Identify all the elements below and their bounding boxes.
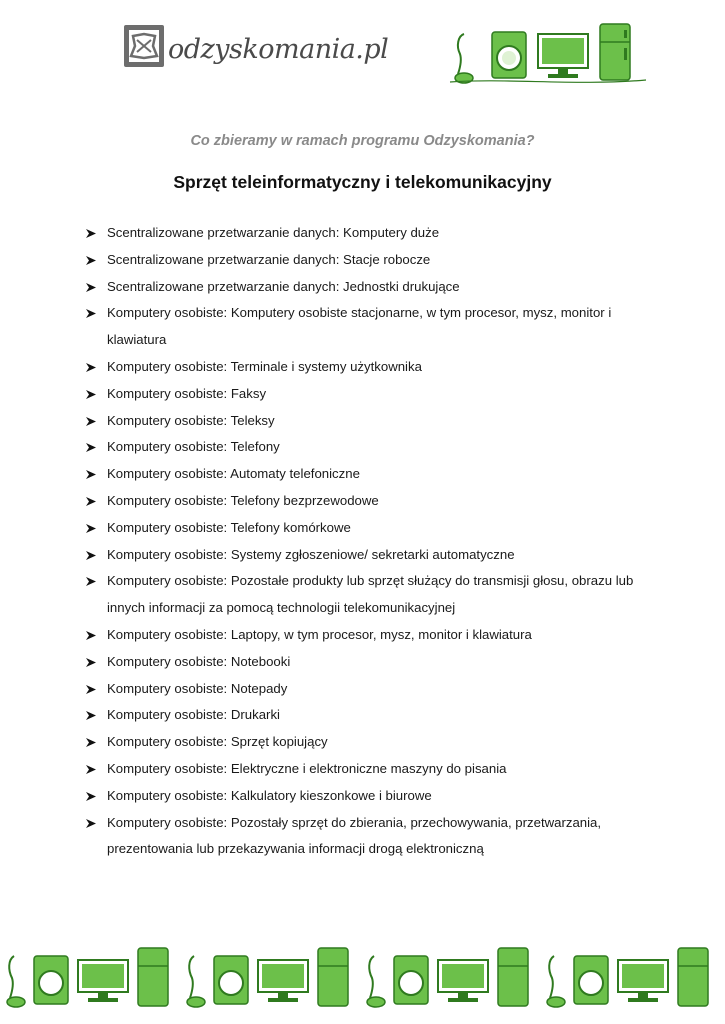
arrow-bullet-icon [85, 496, 97, 507]
list-item-text: Scentralizowane przetwarzanie danych: Stacje robocze [107, 251, 431, 267]
list-item-text: Komputery osobiste: Sprzęt kopiujący [107, 734, 328, 750]
list-item [85, 300, 645, 354]
list-item-text: Komputery osobiste: Elektryczne i elektroniczne maszyny do pisania [107, 760, 507, 776]
arrow-bullet-icon [85, 255, 97, 266]
arrow-bullet-icon [85, 684, 97, 695]
arrow-bullet-icon [85, 228, 97, 239]
monitor-icon [78, 960, 128, 1002]
list-item [85, 381, 645, 408]
list-item [85, 434, 645, 461]
list-item [85, 488, 645, 515]
arrow-bullet-icon [85, 362, 97, 373]
list-item-text: Komputery osobiste: Telefony bezprzewodowe [107, 492, 379, 508]
appliances-footer-border [0, 940, 725, 1010]
list-item [85, 515, 645, 542]
document-title: Sprzęt teleinformatyczny i telekomunikacyjny [173, 172, 552, 192]
list-item [85, 461, 645, 488]
list-item-text: Komputery osobiste: Telefony [107, 439, 280, 455]
refrigerator-icon [318, 948, 348, 1006]
arrow-bullet-icon [85, 523, 97, 534]
appliances-illustration [448, 20, 648, 86]
appliance-group [7, 948, 168, 1007]
recycle-logo-icon [123, 24, 165, 68]
list-item [85, 274, 645, 301]
vacuum-cleaner-icon [367, 956, 385, 1007]
arrow-bullet-icon [85, 282, 97, 293]
arrow-bullet-icon [85, 550, 97, 561]
list-item-text: Komputery osobiste: Drukarki [107, 707, 280, 723]
list-item [85, 408, 645, 435]
arrow-bullet-icon [85, 630, 97, 641]
list-item-text: Komputery osobiste: Notepady [107, 680, 288, 696]
list-item-text: Komputery osobiste: Laptopy, w tym procesor, mysz, monitor i klawiatura [107, 626, 532, 642]
refrigerator-icon [600, 24, 630, 80]
list-item [85, 783, 645, 810]
list-item [85, 676, 645, 703]
monitor-icon [538, 34, 588, 78]
list-item-text: Komputery osobiste: Teleksy [107, 412, 275, 428]
washing-machine-icon [394, 956, 428, 1004]
list-item [85, 622, 645, 649]
monitor-icon [258, 960, 308, 1002]
arrow-bullet-icon [85, 469, 97, 480]
list-item [85, 756, 645, 783]
refrigerator-icon [498, 948, 528, 1006]
monitor-icon [618, 960, 668, 1002]
arrow-bullet-icon [85, 657, 97, 668]
list-item [85, 220, 645, 247]
list-item-text: Scentralizowane przetwarzanie danych: Jednostki drukujące [107, 278, 460, 294]
list-item-text: Komputery osobiste: Faksy [107, 385, 267, 401]
list-item-text: Komputery osobiste: Terminale i systemy użytkownika [107, 358, 422, 374]
equipment-list [85, 220, 645, 863]
arrow-bullet-icon [85, 818, 97, 829]
vacuum-cleaner-icon [547, 956, 565, 1007]
list-item [85, 649, 645, 676]
arrow-bullet-icon [85, 791, 97, 802]
list-item [85, 568, 645, 622]
logo-text: odzyskomania.pl [168, 34, 389, 65]
washing-machine-icon [492, 32, 526, 78]
appliance-group [547, 948, 708, 1007]
list-item [85, 729, 645, 756]
list-item-text: Komputery osobiste: Telefony komórkowe [107, 519, 351, 535]
list-item [85, 354, 645, 381]
arrow-bullet-icon [85, 764, 97, 775]
list-item [85, 810, 645, 864]
washing-machine-icon [574, 956, 608, 1004]
list-item-text: Komputery osobiste: Pozostały sprzęt do zbierania, przechowywania, przetwarzania, prezentowania lub przekazywania informacji drogą elektroniczną [107, 814, 602, 857]
list-item-text: Komputery osobiste: Notebooki [107, 653, 291, 669]
appliance-group [367, 948, 528, 1007]
list-item-text: Scentralizowane przetwarzanie danych: Komputery duże [107, 225, 440, 240]
washing-machine-icon [214, 956, 248, 1004]
arrow-bullet-icon [85, 442, 97, 453]
vacuum-cleaner-icon [455, 34, 473, 83]
arrow-bullet-icon [85, 737, 97, 748]
vacuum-cleaner-icon [7, 956, 25, 1007]
washing-machine-icon [34, 956, 68, 1004]
arrow-bullet-icon [85, 416, 97, 427]
list-item-text: Komputery osobiste: Automaty telefoniczne [107, 466, 360, 482]
arrow-bullet-icon [85, 308, 97, 319]
document-subtitle: Co zbieramy w ramach programu Odzyskomania? [190, 133, 535, 149]
list-item [85, 247, 645, 274]
monitor-icon [438, 960, 488, 1002]
list-item [85, 542, 645, 569]
vacuum-cleaner-icon [187, 956, 205, 1007]
arrow-bullet-icon [85, 576, 97, 587]
list-item-text: Komputery osobiste: Pozostałe produkty lub sprzęt służący do transmisji głosu, obrazu lub innych informacji za pomocą technologii telekomunikacyjnej [107, 573, 634, 616]
list-item-text: Komputery osobiste: Systemy zgłoszeniowe/ sekretarki automatyczne [107, 546, 515, 562]
list-item [85, 702, 645, 729]
list-item-text: Komputery osobiste: Komputery osobiste stacjonarne, w tym procesor, mysz, monitor i klawiatura [107, 305, 612, 348]
arrow-bullet-icon [85, 389, 97, 400]
list-item-text: Komputery osobiste: Kalkulatory kieszonkowe i biurowe [107, 787, 432, 803]
refrigerator-icon [138, 948, 168, 1006]
page-header [0, 0, 725, 90]
arrow-bullet-icon [85, 710, 97, 721]
refrigerator-icon [678, 948, 708, 1006]
appliance-group [187, 948, 348, 1007]
